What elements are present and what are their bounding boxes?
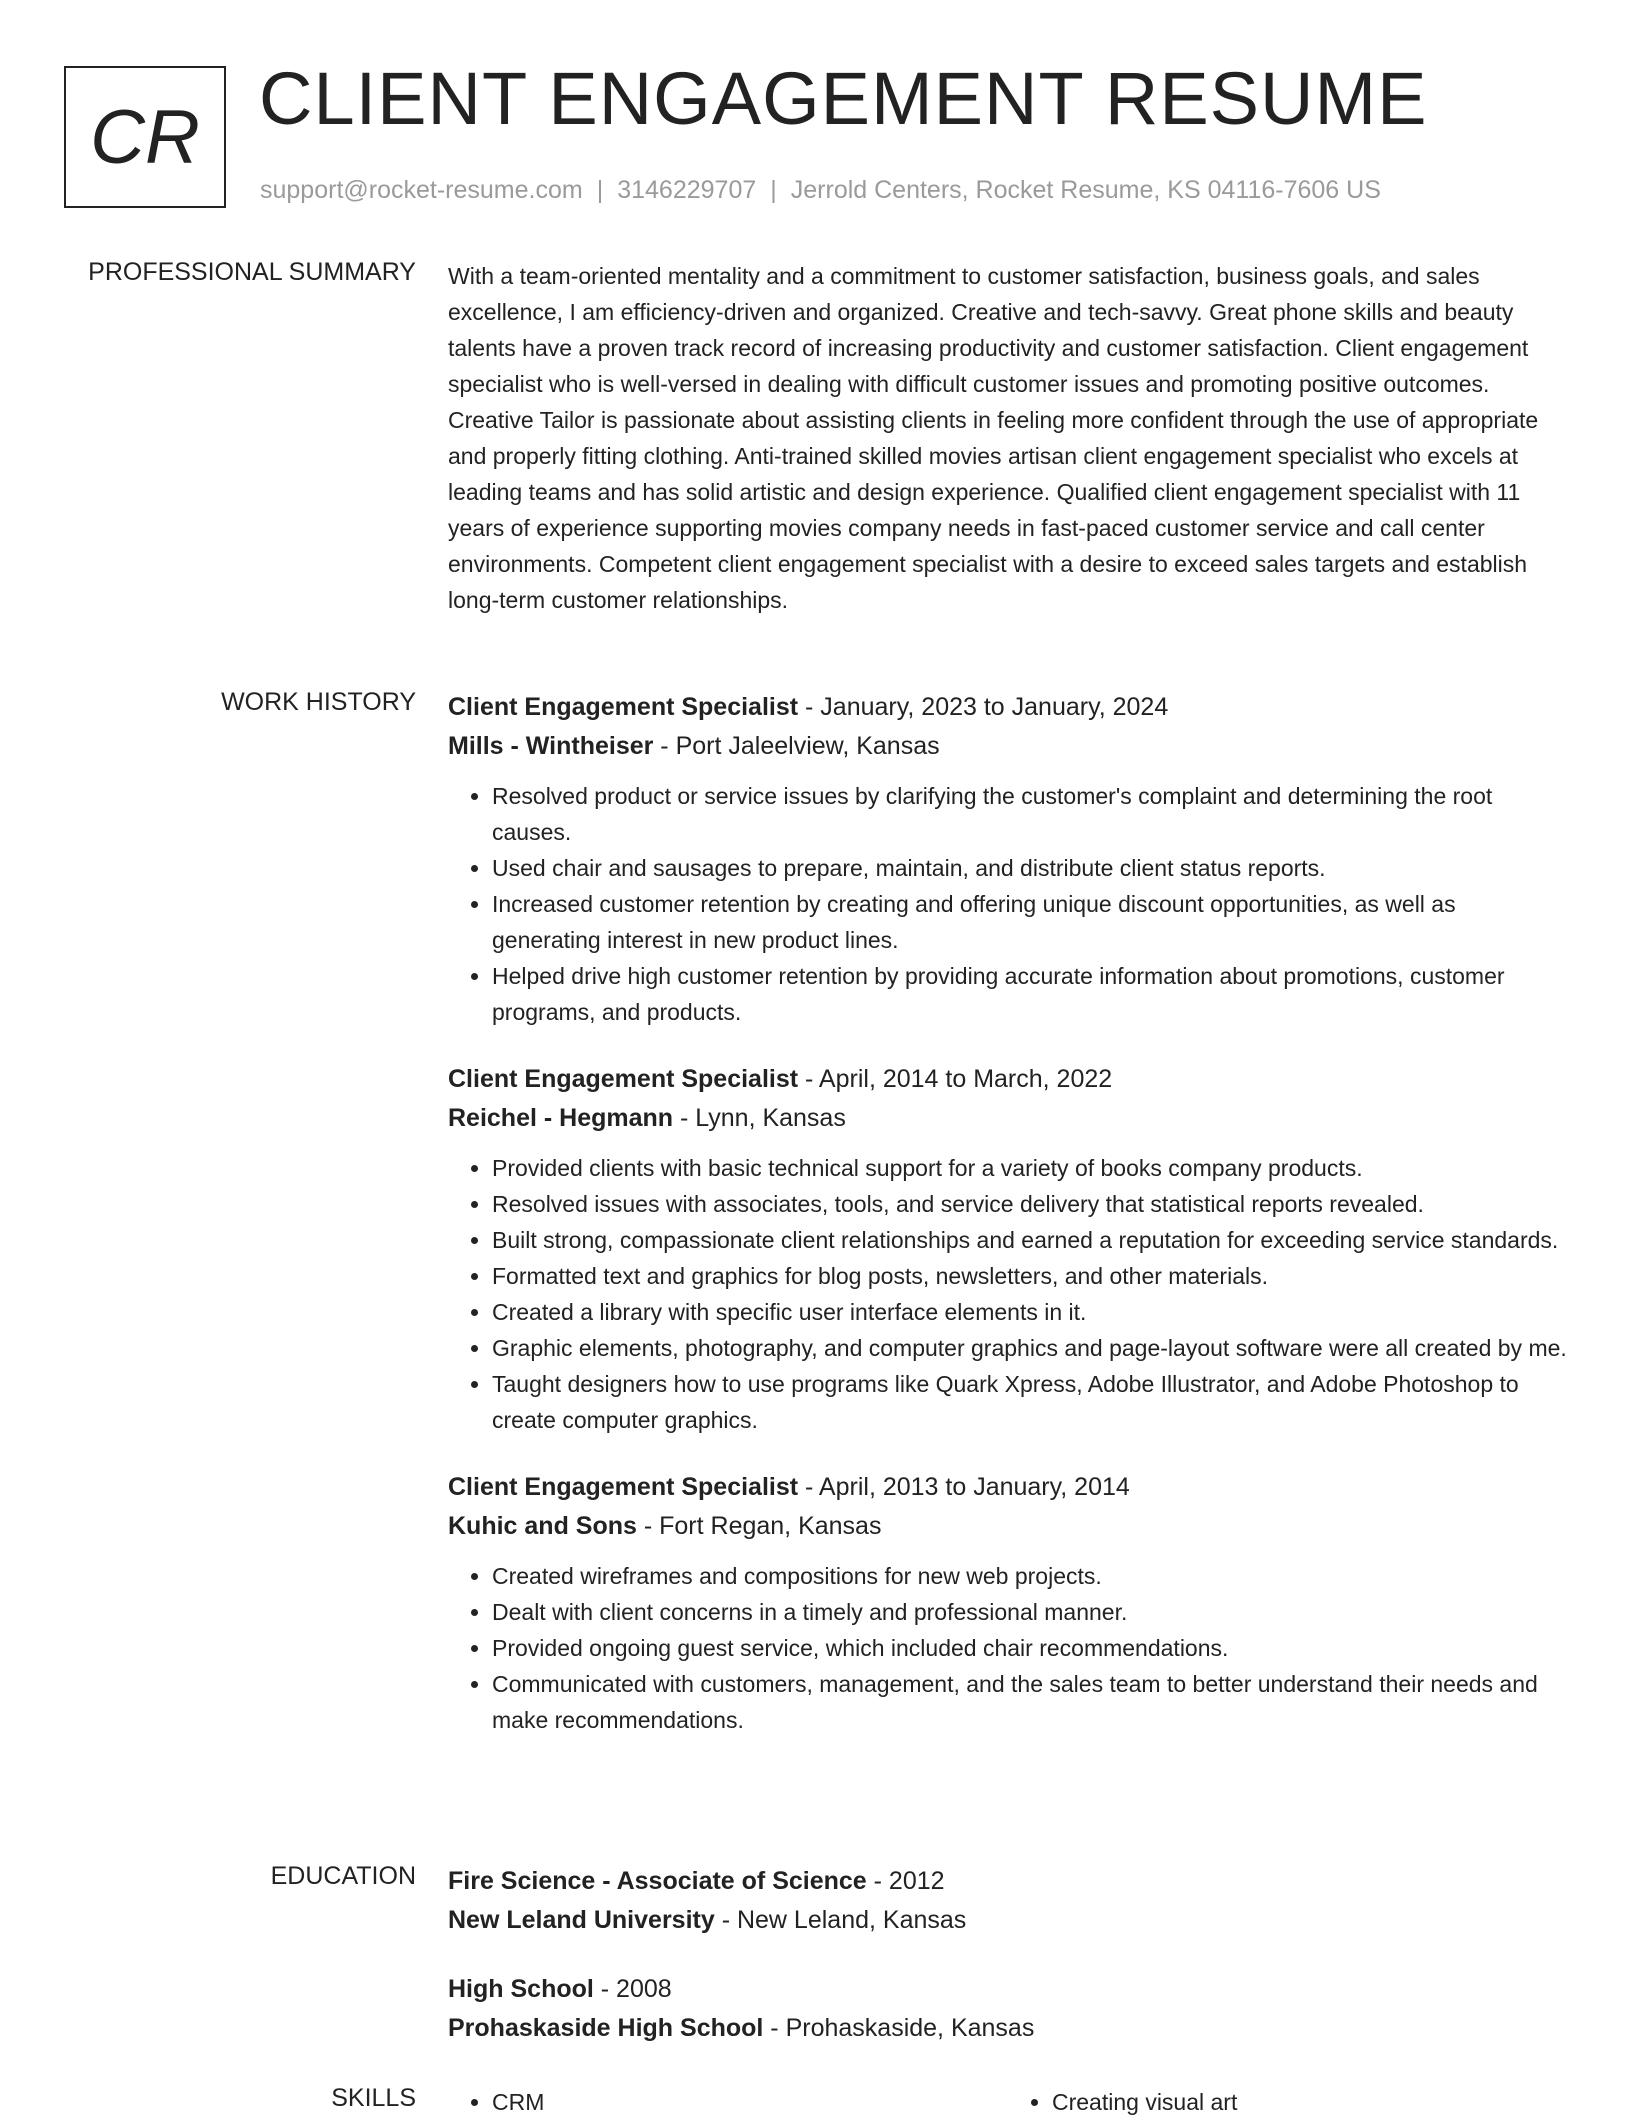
education-school: Prohaskaside High School [448,2014,764,2042]
job-bullets [448,778,1568,1030]
skills-list-left [448,2084,1008,2120]
contact-separator: | [770,176,777,204]
job-bullet: • Taught designers how to use programs like Quark Xpress, Adobe Illustrator, and Adobe Photoshop to create computer graphics. [492,1366,1568,1438]
contact-separator: | [596,176,604,204]
job-bullet: • Helped drive high customer retention by providing accurate information about promotions, customer programs, and products. [492,958,1568,1030]
education-location: - New Leland, Kansas [714,1906,967,1934]
job-entry [448,688,1568,1030]
job-location: - Fort Regan, Kansas [636,1512,882,1540]
job-entry [448,1468,1568,1738]
education-school-line [448,1901,1568,1940]
job-bullet: • Dealt with client concerns in a timely and professional manner. [492,1594,1568,1630]
job-title: Client Engagement Specialist [448,693,799,721]
summary-text: With a team-oriented mentality and a commitment to customer satisfaction, business goals, and sales excellence, I am efficiency-driven and organized. Creative and tech-savvy. Great phone skills and beauty talents have a proven track record of increasing productivity and customer satisfaction. Client engagement specialist who is well-versed in dealing with difficult customer issues and promoting positive outcomes. Creative Tailor is passionate about assisting clients in feeling more confident through the use of appropriate and properly fitting clothing. Anti-trained skilled movies artisan client engagement specialist who excels at leading teams and has solid artistic and design experience. Qualified client engagement specialist with 11 years of experience supporting movies company needs in fast-paced customer service and call center environments. Competent client engagement specialist with a desire to exceed sales targets and establish long-term customer relationships. [448,263,1539,613]
job-bullet: • Graphic elements, photography, and computer graphics and page-layout software were all created by me. [492,1330,1568,1366]
contact-phone: 3146229707 [617,176,757,204]
job-location: - Port Jaleelview, Kansas [653,732,940,760]
job-bullet: • Provided clients with basic technical support for a variety of books company products. [492,1150,1568,1186]
job-company: Kuhic and Sons [448,1512,637,1540]
job-company-line [448,727,1568,766]
summary-label: PROFESSIONAL SUMMARY [88,258,416,286]
skills-label: SKILLS [331,2084,416,2112]
job-dates: - April, 2014 to March, 2022 [798,1065,1113,1093]
education-degree: Fire Science - Associate of Science [448,1867,867,1895]
resume-title: CLIENT ENGAGEMENT RESUME [259,57,1428,140]
job-title-line [448,688,1568,727]
education-degree-line [448,1862,1568,1901]
job-bullet: • Communicated with customers, management, and the sales team to better understand their needs and make recommendations. [492,1666,1568,1738]
skill-item: • CRM [492,2084,1008,2120]
education-location: - Prohaskaside, Kansas [763,2014,1035,2042]
job-bullet: • Resolved issues with associates, tools, and service delivery that statistical reports revealed. [492,1186,1568,1222]
job-title: Client Engagement Specialist [448,1065,799,1093]
job-company: Mills - Wintheiser [448,732,654,760]
contact-address: Jerrold Centers, Rocket Resume, KS 04116-7606 US [790,176,1381,204]
education-degree: High School [448,1975,594,2003]
education-year: - 2008 [593,1975,672,2003]
job-location: - Lynn, Kansas [673,1104,846,1132]
job-bullet: • Resolved product or service issues by clarifying the customer's complaint and determining the root causes. [492,778,1568,850]
job-dates: - April, 2013 to January, 2014 [798,1473,1130,1501]
job-title-line [448,1468,1568,1507]
job-dates: - January, 2023 to January, 2024 [798,693,1169,721]
education-label: EDUCATION [270,1862,416,1890]
job-bullet: • Increased customer retention by creating and offering unique discount opportunities, as well as generating interest in new product lines. [492,886,1568,958]
contact-email: support@rocket-resume.com [260,176,583,204]
job-bullet: • Built strong, compassionate client relationships and earned a reputation for exceeding service standards. [492,1222,1568,1258]
education-school-line [448,2009,1568,2048]
job-company: Reichel - Hegmann [448,1104,674,1132]
job-bullet: • Formatted text and graphics for blog posts, newsletters, and other materials. [492,1258,1568,1294]
initials-monogram: CR [64,66,226,208]
work-history-label: WORK HISTORY [221,688,416,716]
education-year: - 2012 [866,1867,945,1895]
job-bullet: • Used chair and sausages to prepare, maintain, and distribute client status reports. [492,850,1568,886]
job-bullet: • Created a library with specific user interface elements in it. [492,1294,1568,1330]
education-degree-line [448,1970,1568,2009]
skill-item: • Creating visual art [1052,2084,1568,2120]
job-entry [448,1060,1568,1438]
job-company-line [448,1507,1568,1546]
education-school: New Leland University [448,1906,715,1934]
education-entry [448,1862,1568,1940]
job-bullet: • Created wireframes and compositions for new web projects. [492,1558,1568,1594]
job-bullet: • Provided ongoing guest service, which included chair recommendations. [492,1630,1568,1666]
job-bullets [448,1150,1568,1438]
education-entry [448,1970,1568,2048]
job-bullets [448,1558,1568,1738]
job-title-line [448,1060,1568,1099]
job-company-line [448,1099,1568,1138]
contact-line [260,176,1381,205]
skills-list-right [1008,2084,1568,2120]
job-title: Client Engagement Specialist [448,1473,799,1501]
